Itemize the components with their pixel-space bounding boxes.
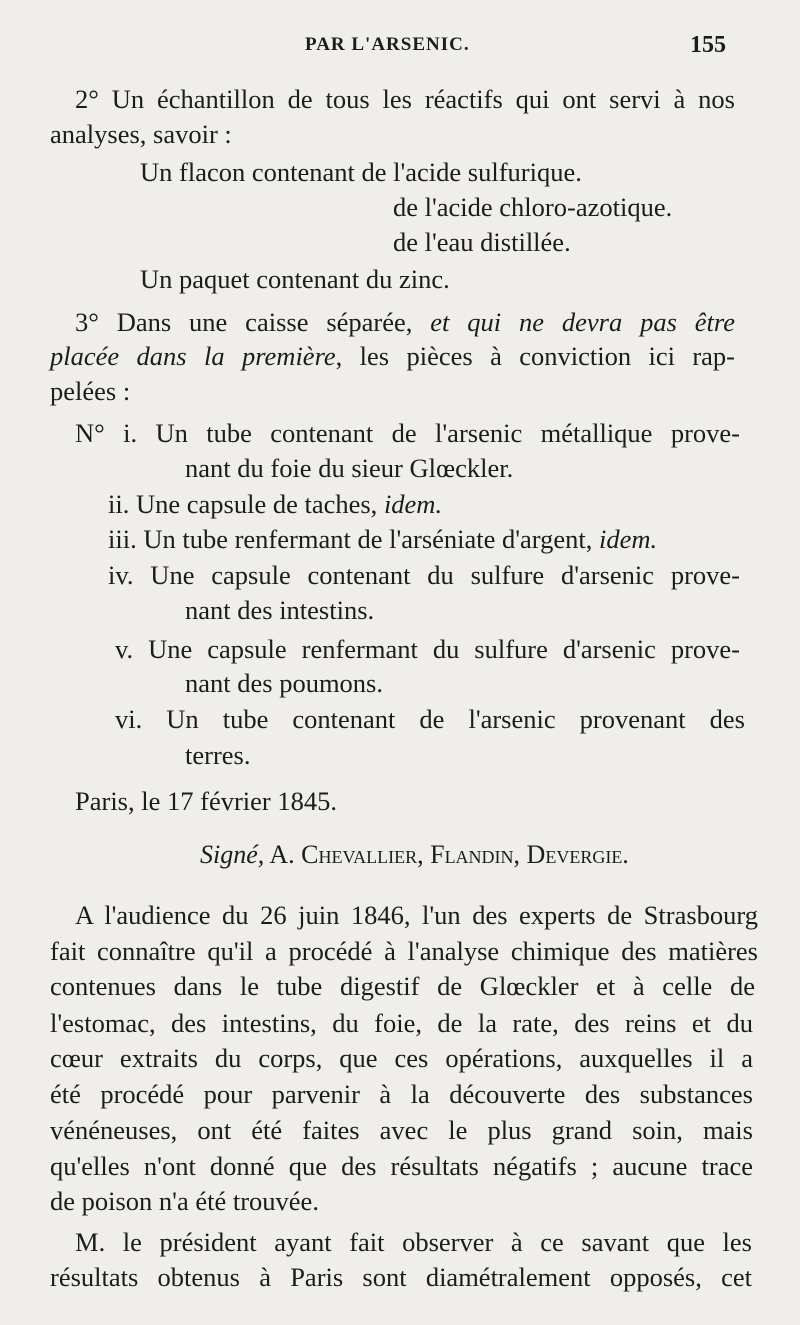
piece-iv-line1: iv. Une capsule contenant du sulfure d'arsenic prove-: [108, 560, 740, 590]
section3-line2-italic: placée dans la première: [50, 341, 336, 371]
section3-line1-italic: et qui ne devra pas être: [430, 307, 735, 337]
section3-line2-roman: , les pièces à conviction ici rap-: [335, 341, 735, 371]
para1-line2: fait connaître qu'il a procédé à l'analyse chimique des matières: [50, 936, 758, 966]
dateline: Paris, le 17 février 1845.: [75, 786, 337, 816]
piece-vi-line2: terres.: [185, 740, 251, 770]
para1-line4: l'estomac, des intestins, du foie, de la rate, des reins et du: [50, 1008, 753, 1038]
signature-names: A. Chevallier, Flandin, Devergie.: [264, 840, 629, 869]
section2-line2: analyses, savoir :: [50, 119, 232, 149]
para1-line6: été procédé pour parvenir à la découverte des substances: [50, 1079, 753, 1109]
flacon-item-2: de l'acide chloro-azotique.: [393, 192, 673, 222]
piece-ii: [108, 487, 442, 521]
para1-line5: cœur extraits du corps, que ces opérations, auxquelles il a: [50, 1043, 753, 1073]
signature-signe: Signé,: [200, 840, 265, 869]
piece-i-line2: nant du foie du sieur Glœckler.: [185, 453, 514, 483]
paquet-line: Un paquet contenant du zinc.: [140, 264, 450, 294]
para2-line1: M. le président ayant fait observer à ce savant que les: [75, 1227, 752, 1257]
para1-line1: A l'audience du 26 juin 1846, l'un des experts de Strasbourg: [75, 900, 758, 930]
piece-ii-idem: idem.: [383, 489, 443, 519]
flacon-line: Un flacon contenant de l'acide sulfurique.: [140, 157, 582, 187]
flacon-item-3: de l'eau distillée.: [393, 227, 571, 257]
para1-line3: contenues dans le tube digestif de Glœckler et à celle de: [50, 971, 755, 1001]
para1-line8: qu'elles n'ont donné que des résultats négatifs ; aucune trace: [50, 1151, 753, 1181]
piece-v-line2: nant des poumons.: [185, 668, 383, 698]
section3-line1-roman: 3° Dans une caisse séparée,: [75, 307, 431, 337]
running-head: PAR L'ARSENIC.: [305, 34, 470, 55]
signature: [200, 838, 629, 872]
section3-line2: [50, 339, 735, 373]
piece-i-line1: N° i. Un tube contenant de l'arsenic métallique prove-: [75, 418, 740, 448]
section2-line1: 2° Un échantillon de tous les réactifs qui ont servi à nos: [75, 84, 735, 114]
piece-iii-idem: idem.: [599, 524, 658, 554]
piece-iv-line2: nant des intestins.: [185, 595, 375, 625]
section3-line1: [75, 305, 735, 339]
section3-line3: pelées :: [50, 376, 131, 406]
piece-iii-text: iii. Un tube renfermant de l'arséniate d'argent,: [108, 524, 600, 554]
piece-vi-line1: vi. Un tube contenant de l'arsenic provenant des: [115, 704, 745, 734]
piece-iii: [108, 522, 657, 556]
para1-line7: vénéneuses, ont été faites avec le plus grand soin, mais: [50, 1115, 753, 1145]
page-header: [0, 34, 800, 64]
para1-line9: de poison n'a été trouvée.: [50, 1186, 319, 1216]
piece-ii-text: ii. Une capsule de taches,: [108, 489, 384, 519]
page-number: 155: [690, 32, 726, 58]
para2-line2: résultats obtenus à Paris sont diamétralement opposés, cet: [50, 1262, 752, 1292]
piece-v-line1: v. Une capsule renfermant du sulfure d'arsenic prove-: [115, 634, 740, 664]
